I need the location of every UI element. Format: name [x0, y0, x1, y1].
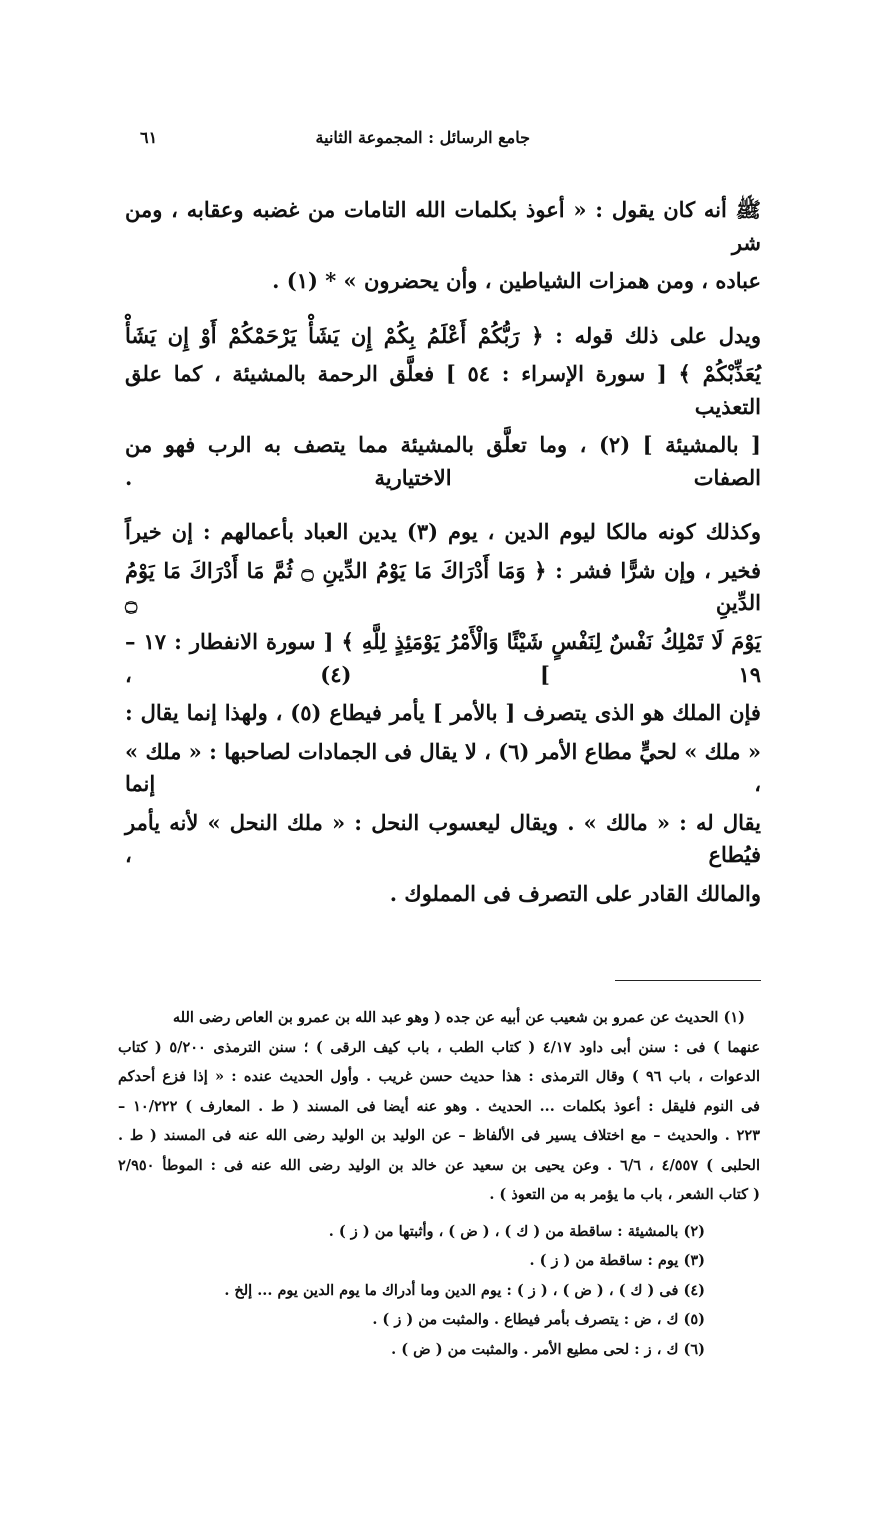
footnote-line: ( كتاب الشعر ، باب ما يؤمر به من التعوذ ) . — [489, 1186, 760, 1204]
text-line: فإن الملك هو الذى يتصرف [ بالأمر ] يأمر فيطاع (٥) ، ولهذا إنما يقال : — [125, 700, 761, 726]
footnote-line: الحلبى ) ٤/٥٥٧ ، ٦/٦ . وعن يحيى بن سعيد عن خالد بن الوليد رضى الله عنه فى : الموطأ ٢/٩٥٠ — [118, 1156, 760, 1174]
footnote-line: (٣) يوم : ساقطة من ( ز ) . — [529, 1252, 705, 1270]
footnote-line: الدعوات ، باب ٩٦ ) وقال الترمذى : هذا حديث حسن غريب . وأول الحديث عنده : « إذا فزع أحدكم — [118, 1068, 761, 1086]
running-title: جامع الرسائل : المجموعة الثانية — [315, 128, 530, 147]
text-line: ﷺ أنه كان يقول : « أعوذ بكلمات الله التامات من غضبه وعقابه ، ومن شر — [125, 197, 761, 255]
footnote-line: فى النوم فليقل : أعوذ بكلمات ... الحديث . وهو عنه أيضا فى المسند ( ط . المعارف ) ١٠/٢٢٢ – — [118, 1097, 760, 1115]
footnote-line: ٢٢٣ . والحديث – مع اختلاف يسير فى الألفاظ – عن الوليد بن الوليد رضى الله عنه فى المسند ( ط . — [118, 1127, 760, 1145]
page-header — [0, 128, 873, 158]
page-number: ٦١ — [140, 128, 158, 147]
footnote-line: (٦) ك ، ز : لحى مطيع الأمر . والمثبت من ( ض ) . — [391, 1340, 705, 1358]
text-line: يُعَذِّبْكُمْ ﴾ [ سورة الإسراء : ٥٤ ] فعلَّق الرحمة بالمشيئة ، كما علق التعذيب — [125, 361, 761, 419]
text-line: وكذلك كونه مالكا ليوم الدين ، يوم (٣) يدين العباد بأعمالهم : إن خيراً — [125, 519, 761, 545]
footnote-separator — [615, 980, 761, 981]
text-line: والمالك القادر على التصرف فى المملوك . — [389, 880, 761, 906]
text-line: ويدل على ذلك قوله : ﴿ رَبُّكُمْ أَعْلَمُ بِكُمْ إِن يَشَأْ يَرْحَمْكُمْ أَوْ إِن يَشَأْ — [125, 322, 761, 348]
text-line: يقال له : « مالك » . ويقال ليعسوب النحل : « ملك النحل » لأنه يأمر فيُطاع ، — [125, 809, 761, 868]
text-line: « ملك » لحيٍّ مطاع الأمر (٦) ، لا يقال فى الجمادات لصاحبها : « ملك » ، إنما — [125, 738, 761, 797]
text-line: عباده ، ومن همزات الشياطين ، وأن يحضرون » * (١) . — [272, 268, 761, 294]
footnote-line: عنهما ) فى : سنن أبى داود ٤/١٧ ( كتاب الطب ، باب كيف الرقى ) ؛ سنن الترمذى ٥/٢٠٠ ( كتاب — [118, 1038, 760, 1056]
footnote-line: (٤) فى ( ك ) ، ( ض ) ، ( ز ) : يوم الدين وما أدراك ما يوم الدين يوم ... إلخ . — [224, 1281, 705, 1299]
footnotes — [118, 1007, 760, 1361]
footnote-line: (٥) ك ، ض : يتصرف بأمر فيطاع . والمثبت من ( ز ) . — [372, 1311, 705, 1329]
text-line: يَوْمَ لَا تَمْلِكُ نَفْسٌ لِنَفْسٍ شَيْئًا وَالْأَمْرُ يَوْمَئِذٍ لِلَّهِ ﴾ [ سورة الانفطار : ١٧ – ١٩ ] (٤) ، — [125, 629, 762, 687]
text-line: [ بالمشيئة ] (٢) ، وما تعلَّق بالمشيئة مما يتصف به الرب فهو من الصفات الاختيارية . — [125, 432, 761, 490]
text-line: فخير ، وإن شرًّا فشر : ﴿ وَمَا أَدْرَاكَ مَا يَوْمُ الدِّينِ ۝ ثُمَّ مَا أَدْرَاكَ مَا يَوْمُ الدِّينِ ۝ — [125, 557, 762, 616]
main-text — [125, 194, 761, 910]
footnote-line: (١) الحديث عن عمرو بن شعيب عن أبيه عن جده ( وهو عبد الله بن عمرو بن العاص رضى الله — [172, 1009, 745, 1027]
footnote-line: (٢) بالمشيئة : ساقطة من ( ك ) ، ( ض ) ، وأثبتها من ( ز ) . — [328, 1222, 705, 1240]
